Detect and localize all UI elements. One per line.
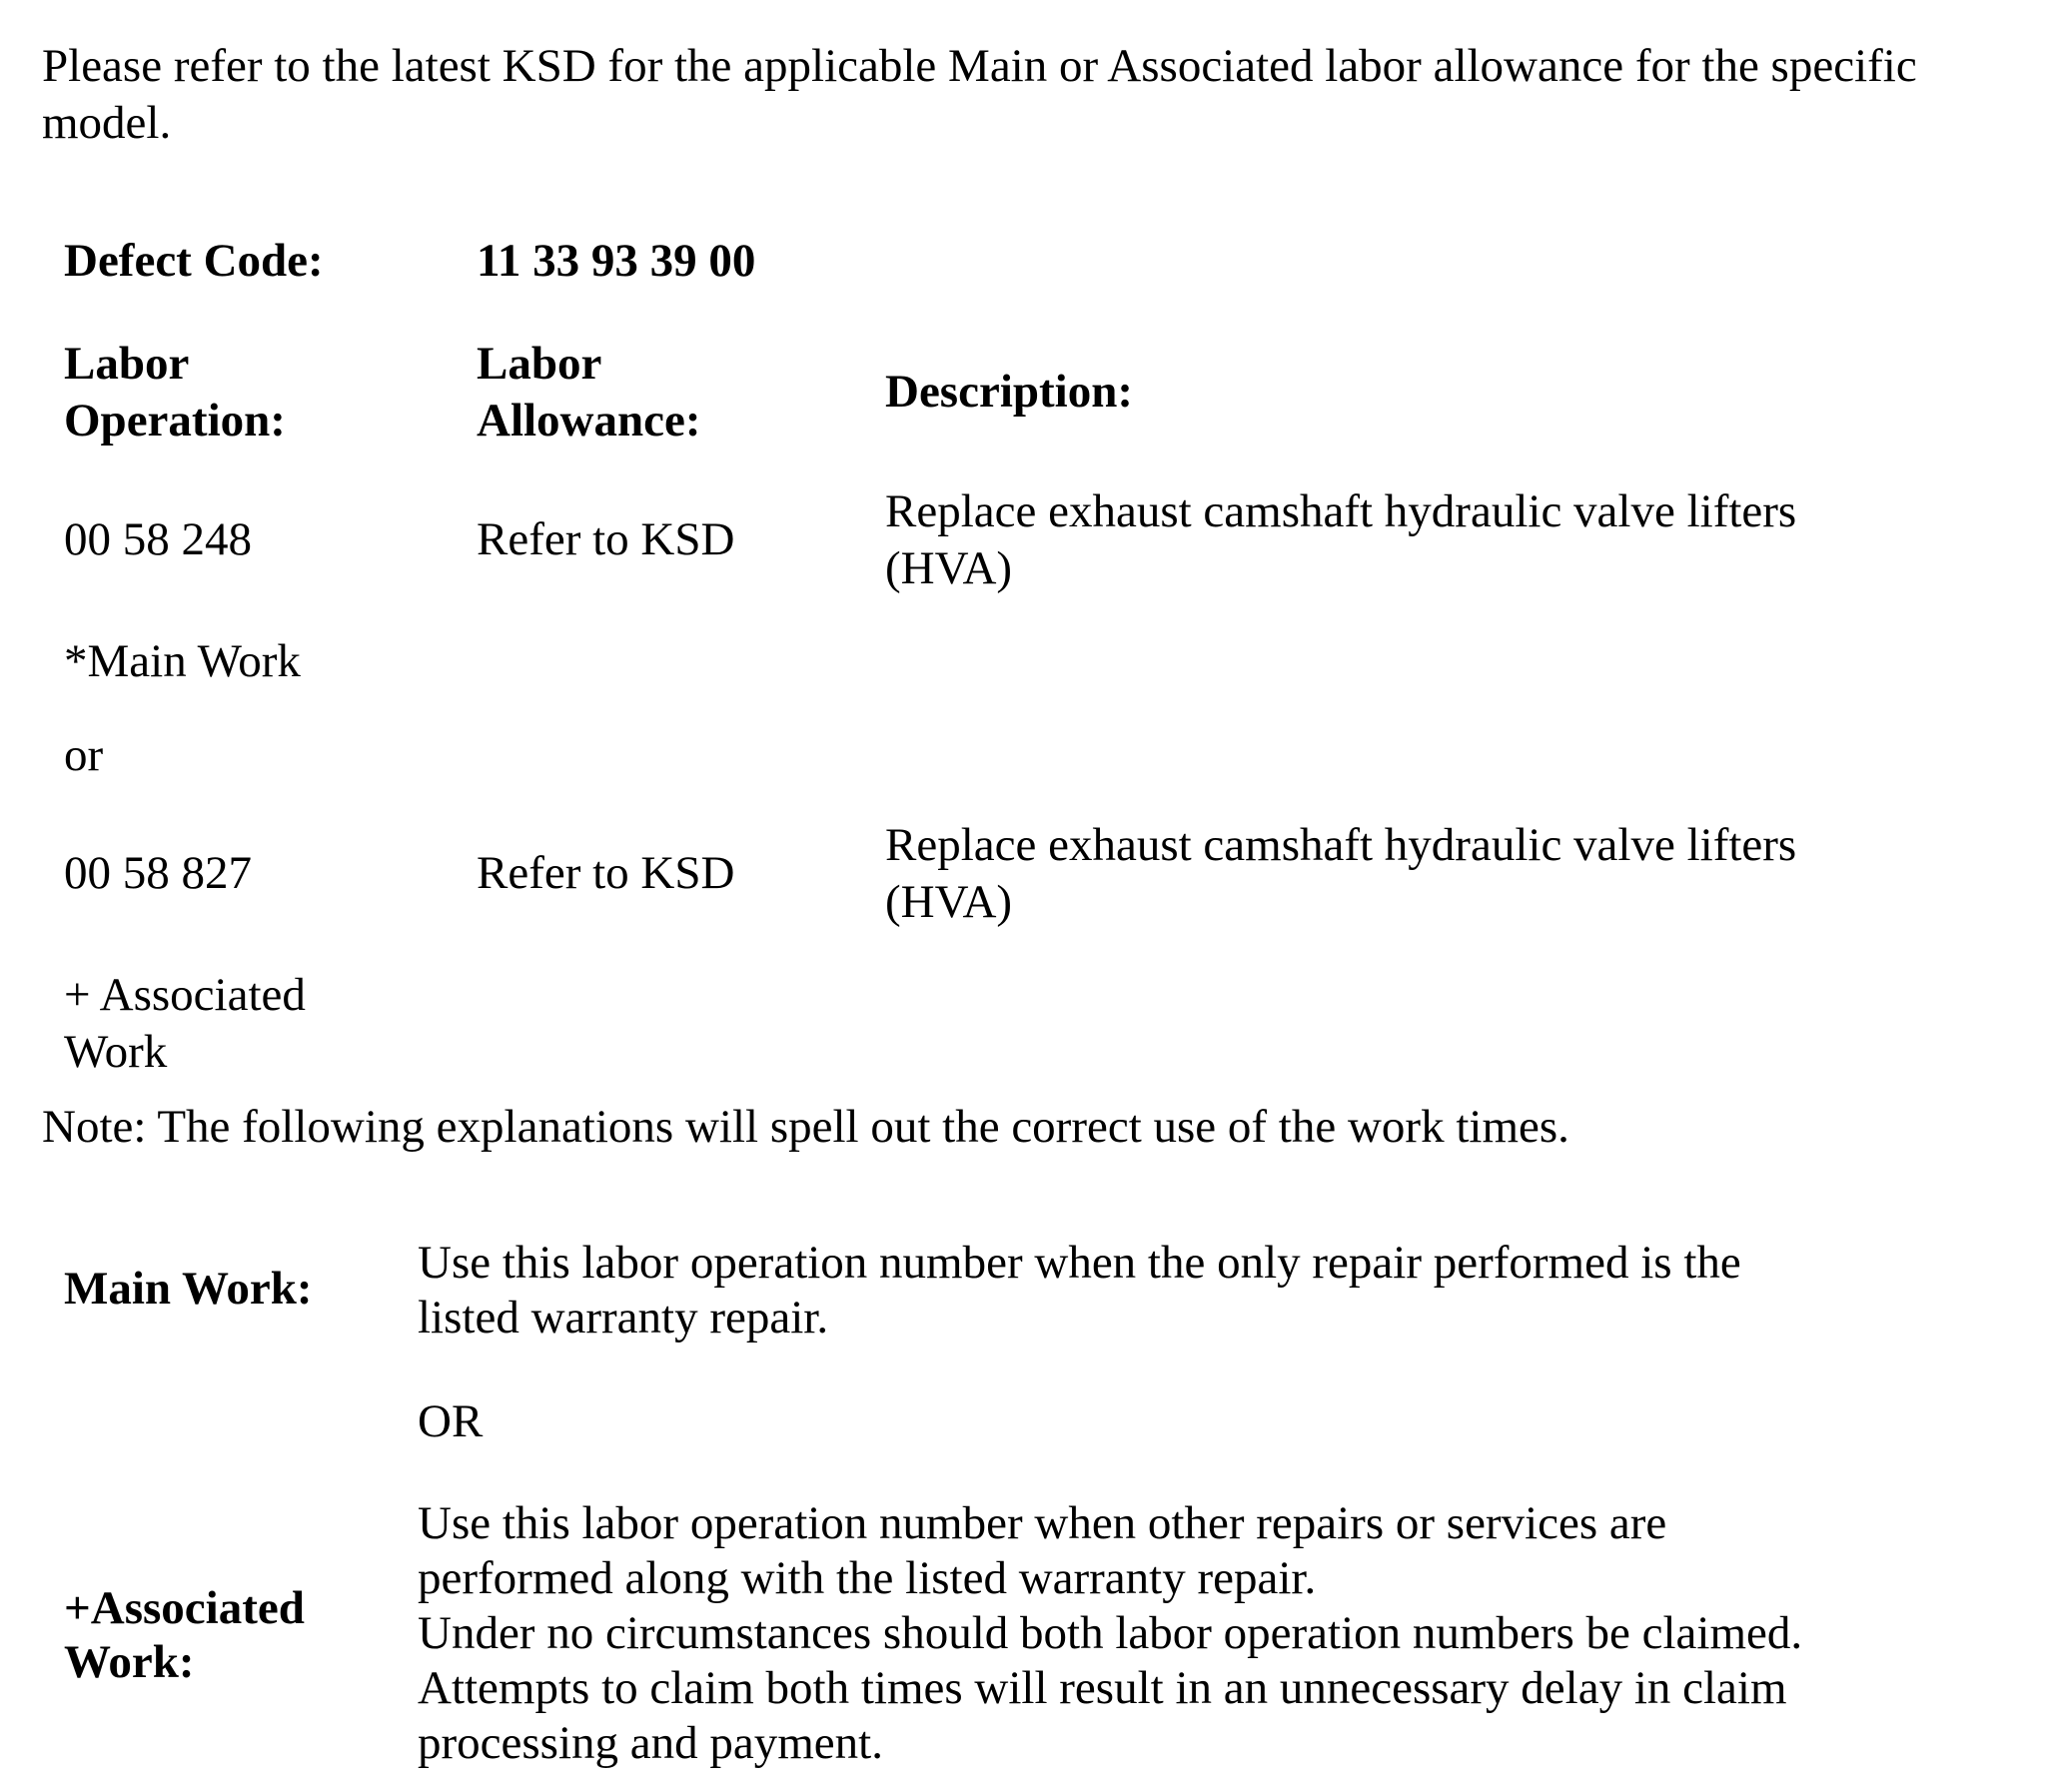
associated-work-text-line2: performed along with the listed warranty repair. (418, 1552, 1317, 1604)
row2-work-type-line2: Work (64, 1026, 168, 1078)
row2-description-line2: (HVA) (885, 876, 1013, 928)
associated-work-text-line1: Use this labor operation number when other repairs or services are (418, 1497, 1667, 1549)
row2-operation: 00 58 827 (64, 847, 252, 899)
row2-allowance: Refer to KSD (477, 847, 735, 899)
header-description: Description: (885, 366, 1134, 418)
or-separator: or (64, 729, 104, 781)
row2-work-type-line1: + Associated (64, 969, 306, 1021)
associated-work-text-line4: Attempts to claim both times will result in an unnecessary delay in claim (418, 1662, 1787, 1714)
main-work-text-line1: Use this labor operation number when the only repair performed is the (418, 1237, 1741, 1289)
intro-line-1: Please refer to the latest KSD for the applicable Main or Associated labor allowance for the specific (42, 40, 1917, 92)
intro-line-2: model. (42, 97, 172, 149)
main-work-text-line2: listed warranty repair. (418, 1292, 829, 1344)
associated-work-label-line2: Work: (64, 1636, 195, 1688)
note-text: Note: The following explanations will spell out the correct use of the work times. (42, 1101, 1569, 1153)
header-labor-operation-line1: Labor (64, 338, 190, 390)
header-labor-allowance-line1: Labor (477, 338, 602, 390)
row1-operation: 00 58 248 (64, 513, 252, 565)
row2-description-line1: Replace exhaust camshaft hydraulic valve lifters (885, 819, 1797, 871)
associated-work-text-line5: processing and payment. (418, 1717, 883, 1769)
row1-description-line1: Replace exhaust camshaft hydraulic valve lifters (885, 485, 1797, 537)
associated-work-label-line1: +Associated (64, 1582, 305, 1634)
defect-code-label: Defect Code: (64, 235, 324, 287)
row1-description-line2: (HVA) (885, 542, 1013, 594)
explanations-or: OR (418, 1395, 484, 1447)
row1-allowance: Refer to KSD (477, 513, 735, 565)
header-labor-operation-line2: Operation: (64, 395, 286, 447)
row1-work-type: *Main Work (64, 635, 301, 687)
associated-work-text-line3: Under no circumstances should both labor operation numbers be claimed. (418, 1607, 1803, 1659)
main-work-label: Main Work: (64, 1263, 313, 1315)
defect-code-value: 11 33 93 39 00 (477, 235, 756, 287)
header-labor-allowance-line2: Allowance: (477, 395, 701, 447)
